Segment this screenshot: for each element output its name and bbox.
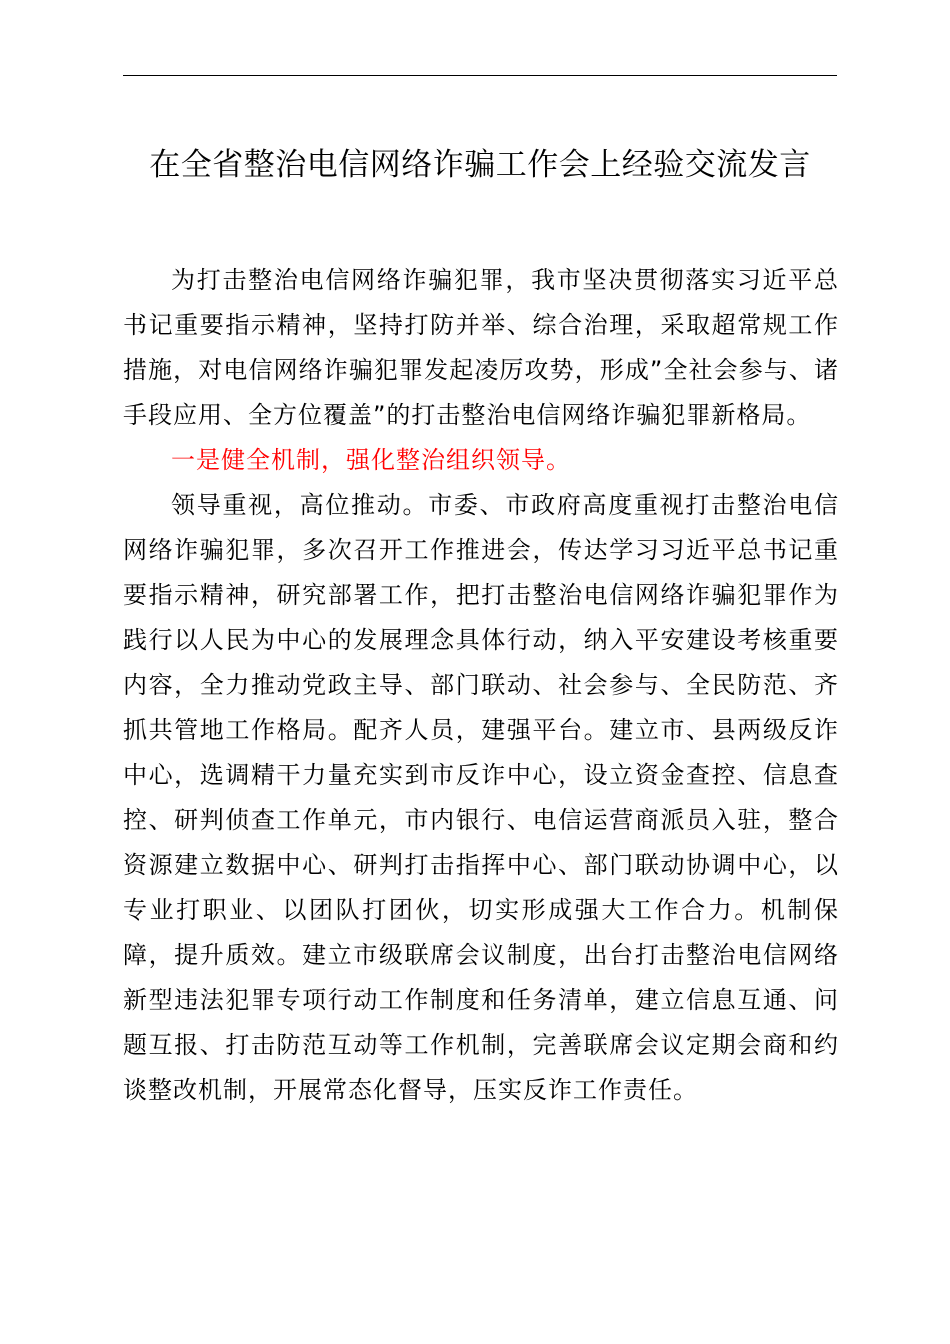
section-heading: 一是健全机制，强化整治组织领导。 [171, 446, 571, 474]
document-title: 在全省整治电信网络诈骗工作会上经验交流发言 [149, 147, 811, 183]
header-rule [123, 75, 837, 76]
body-paragraph: 领导重视，高位推动。市委、市政府高度重视打击整治电信网络诈骗犯罪，多次召开工作推进会，传达学习习近平总书记重要指示精神，研究部署工作，把打击整治电信网络诈骗犯罪作为践行以人民为中心的发展理念具体行动，纳入平安建设考核重要内容，全力推动党政主导、部门联动、社会参与、全民防范、齐抓共管地工作格局。配齐人员，建强平台。建立市、县两级反诈中心，选调精干力量充实到市反诈中心，设立资金查控、信息查控、研判侦查工作单元，市内银行、电信运营商派员入驻，整合资源建立数据中心、研判打击指挥中心、部门联动协调中心，以专业打职业、以团队打团伙，切实形成强大工作合力。机制保障，提升质效。建立市级联席会议制度，出台打击整治电信网络新型违法犯罪专项行动工作制度和任务清单，建立信息互通、问题互报、打击防范互动等工作机制，完善联席会议定期会商和约谈整改机制，开展常态化督导，压实反诈工作责任。 [123, 491, 839, 1104]
intro-paragraph: 为打击整治电信网络诈骗犯罪，我市坚决贯彻落实习近平总书记重要指示精神，坚持打防并举、综合治理，采取超常规工作措施，对电信网络诈骗犯罪发起凌厉攻势，形成”全社会参与、诸手段应用、全方位覆盖”的打击整治电信网络诈骗犯罪新格局。 [123, 266, 839, 429]
document-body [123, 258, 839, 1113]
